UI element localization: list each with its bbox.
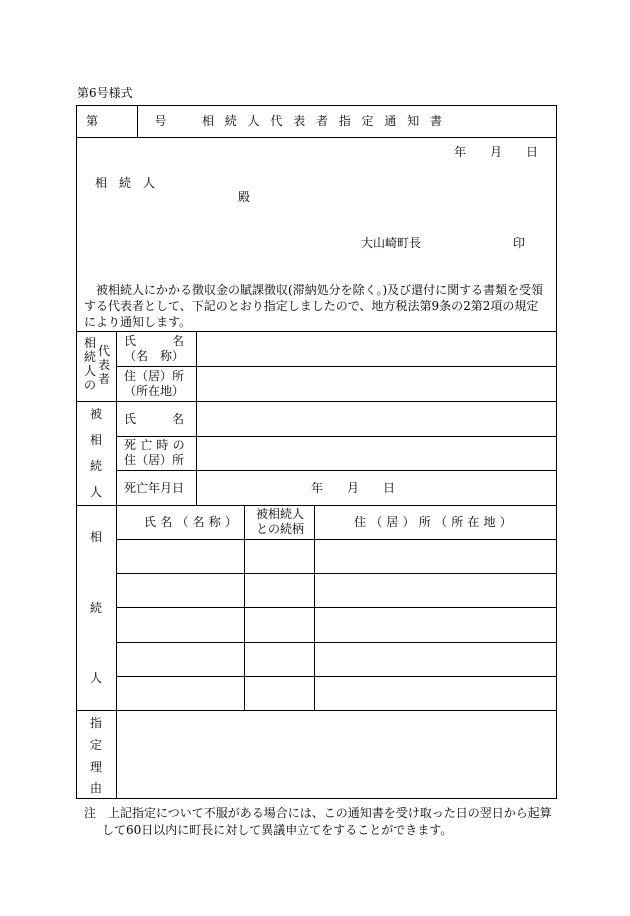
heirs-col-address: 住（居）所（所在地）: [354, 515, 517, 529]
deceased-address-label-alt: 住（居）所: [124, 453, 185, 467]
deceased-address-label: 死亡時の: [124, 438, 189, 452]
representative-label-col2: 代 表 者: [97, 344, 110, 386]
deceased-label-4: 人: [90, 485, 103, 499]
heirs-col-relation: 被相続人: [256, 507, 305, 521]
issuer-name: 大山崎町長: [361, 236, 422, 250]
deceased-divider: [76, 505, 557, 506]
seal-mark: 印: [513, 236, 526, 250]
number-label: 第 号: [86, 114, 178, 128]
death-date-label: 死亡年月日: [124, 481, 185, 495]
body-text: 被相続人にかかる徴収金の賦課徴収(滞納処分を除く。)及び還付に関する書類を受領する代表者として、下記のとおり指定しましたので、地方税法第9条の2第2項の規定により通知します。: [84, 283, 544, 329]
heirs-col-relation-alt: との続柄: [256, 522, 305, 536]
footnote: [84, 805, 554, 839]
deceased-label-3: 続: [90, 459, 103, 473]
reason-label-3: 理: [90, 760, 103, 774]
document-title: 相続人代表者指定通知書: [202, 114, 453, 128]
issue-date: 年 月 日: [454, 145, 539, 159]
heirs-col-name: 氏名（名称）: [144, 515, 242, 529]
header-divider: [76, 137, 557, 138]
reason-label-2: 定: [90, 738, 103, 752]
body-divider: [76, 331, 557, 332]
rep-address-label-alt: （所在地）: [124, 384, 185, 398]
honorific: 殿: [238, 190, 251, 204]
addressee-label: 相 続 人: [95, 176, 156, 190]
rep-name-label-alt: （名 称）: [124, 349, 185, 363]
footnote-line-1: 注 上記指定について不服がある場合には、この通知書を受け取った日の翌日から起算: [84, 806, 552, 820]
heirs-label-2: 続: [90, 601, 103, 615]
heirs-label-3: 人: [90, 671, 103, 685]
form-number: 第6号様式: [77, 86, 133, 100]
heirs-label-1: 相: [90, 530, 103, 544]
label-column-divider: [116, 331, 117, 798]
reason-label-1: 指: [90, 716, 103, 730]
heirs-divider: [76, 710, 557, 711]
rep-name-label: 氏 名: [124, 334, 185, 348]
deceased-label-2: 相: [90, 433, 103, 447]
deceased-name-label: 氏 名: [124, 412, 185, 426]
representative-divider: [76, 401, 557, 402]
footnote-line-2: して60日以内に町長に対して異議申立てをすることができます。: [102, 823, 453, 837]
notice-form: [76, 105, 557, 799]
deceased-label-1: 被: [90, 407, 103, 421]
representative-label-col1: 相 続 人 の: [83, 336, 96, 392]
death-date-value: 年 月 日: [311, 481, 396, 495]
rep-address-label: 住（居）所: [124, 369, 185, 383]
reason-label-4: 由: [90, 781, 103, 795]
